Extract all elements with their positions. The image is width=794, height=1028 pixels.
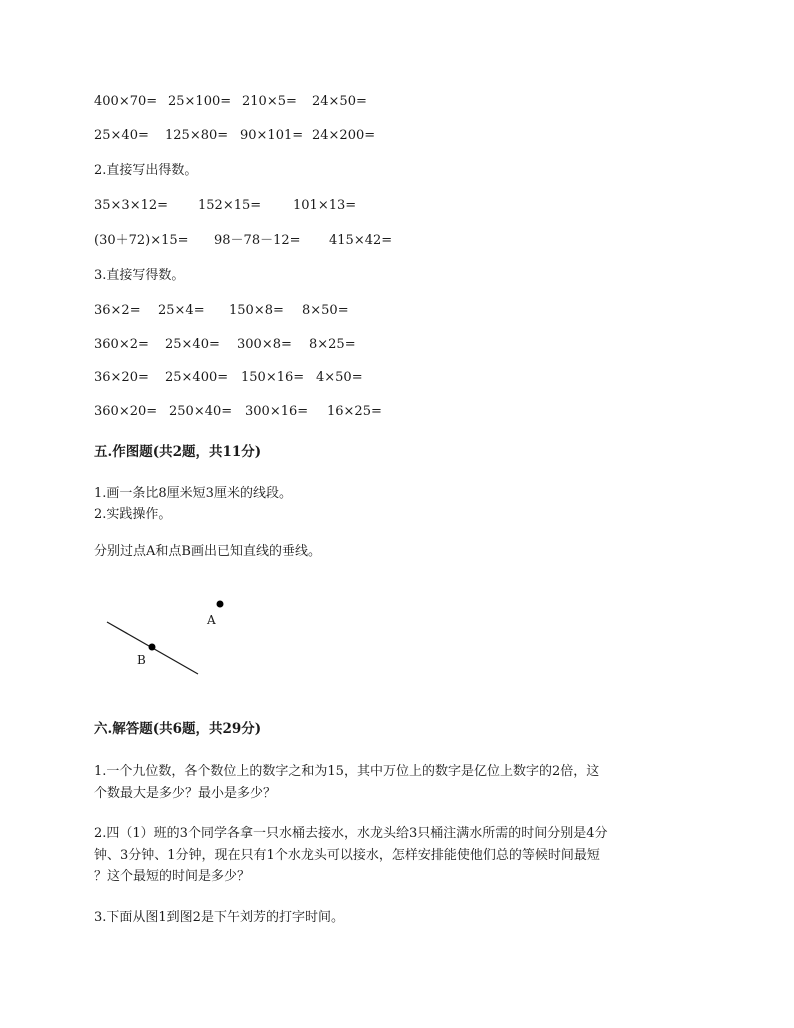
question-text: 3.下面从图1到图2是下午刘芳的打字时间。	[94, 910, 344, 925]
calc-row	[94, 404, 382, 420]
calc-item: 210×5=	[242, 94, 297, 109]
calc-row	[94, 370, 363, 386]
calc-item: 98－78－12=	[214, 233, 301, 248]
calc-row	[94, 233, 392, 249]
calc-item: 360×2=	[94, 337, 149, 352]
calc-item: 250×40=	[169, 404, 233, 419]
calc-item: 300×16=	[245, 404, 309, 419]
calc-row	[94, 337, 356, 353]
point-a-dot	[217, 601, 224, 608]
calc-item: 125×80=	[165, 128, 229, 143]
point-b-dot	[149, 644, 156, 651]
calc-item: 415×42=	[329, 233, 393, 248]
calc-row	[94, 128, 375, 144]
calc-item: 25×4=	[158, 303, 205, 318]
question-text: ？这个最短的时间是多少？	[94, 869, 251, 884]
calc-item: 300×8=	[237, 337, 292, 352]
question-text: 个数最大是多少？最小是多少？	[94, 786, 277, 801]
question-title: 2.直接写出得数。	[94, 163, 198, 178]
question-text: 1.画一条比8厘米短3厘米的线段。	[94, 486, 292, 501]
section-heading: 五.作图题(共2题，共11分)	[94, 444, 262, 460]
calc-item: 4×50=	[316, 370, 363, 385]
calc-item: 25×100=	[168, 94, 232, 109]
calc-item: 16×25=	[327, 404, 382, 419]
question-text: 钟、3分钟、1分钟，现在只有1个水龙头可以接水，怎样安排能使他们总的等候时间最短	[94, 848, 600, 863]
point-b-label: B	[137, 653, 146, 667]
calc-item: 24×50=	[312, 94, 367, 109]
line-diagram	[94, 590, 254, 690]
question-text: 1.一个九位数，各个数位上的数字之和为15，其中万位上的数字是亿位上数字的2倍，这	[94, 764, 600, 779]
calc-item: 150×16=	[241, 370, 305, 385]
calc-item: 400×70=	[94, 94, 158, 109]
calc-item: 150×8=	[229, 303, 284, 318]
geometry-figure	[94, 590, 254, 694]
calc-row	[94, 94, 367, 110]
calc-item: 90×101=	[240, 128, 304, 143]
calc-item: 8×50=	[302, 303, 349, 318]
calc-item: 35×3×12=	[94, 198, 169, 213]
calc-item: 152×15=	[198, 198, 262, 213]
calc-item: 36×20=	[94, 370, 149, 385]
calc-item: 8×25=	[309, 337, 356, 352]
point-a-label: A	[207, 613, 216, 627]
calc-item: 360×20=	[94, 404, 158, 419]
calc-item: 101×13=	[293, 198, 357, 213]
calc-row	[94, 198, 356, 214]
question-title: 3.直接写得数。	[94, 268, 185, 283]
calc-row	[94, 303, 349, 319]
section-heading: 六.解答题(共6题，共29分)	[94, 721, 262, 737]
calc-item: 36×2=	[94, 303, 141, 318]
calc-item: 25×400=	[165, 370, 229, 385]
calc-item: 25×40=	[94, 128, 149, 143]
question-text: 2.四（1）班的3个同学各拿一只水桶去接水，水龙头给3只桶注满水所需的时间分别是4分	[94, 826, 608, 841]
calc-item: (30＋72)×15=	[94, 233, 189, 248]
question-text: 分别过点A和点B画出已知直线的垂线。	[94, 544, 321, 559]
question-text: 2.实践操作。	[94, 507, 172, 522]
calc-item: 24×200=	[312, 128, 376, 143]
calc-item: 25×40=	[165, 337, 220, 352]
